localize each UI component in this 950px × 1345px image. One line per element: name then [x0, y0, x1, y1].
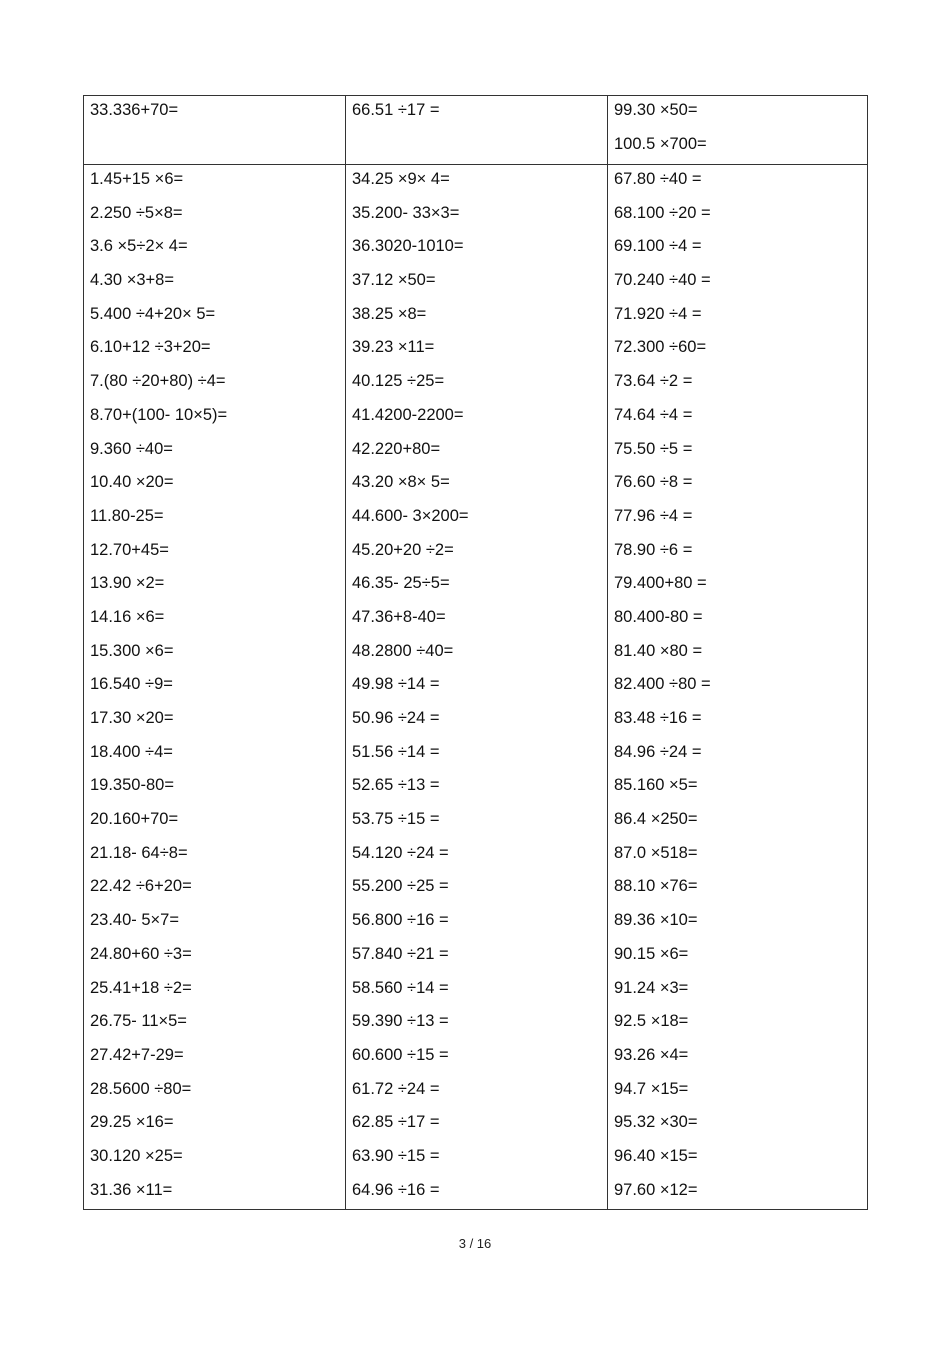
- exercise-table: [83, 95, 868, 1210]
- problem: 26.75- 11×5=: [90, 1012, 187, 1031]
- problem: 59.390 ÷13 =: [352, 1012, 449, 1031]
- page-number: 3 / 16: [458, 1236, 492, 1251]
- problem: 71.920 ÷4 =: [614, 304, 702, 323]
- problem: 36.3020-1010=: [352, 237, 464, 256]
- problem: 89.36 ×10=: [614, 911, 698, 930]
- problem: 42.220+80=: [352, 439, 441, 458]
- problem: 91.24 ×3=: [614, 978, 689, 997]
- problem: 50.96 ÷24 =: [352, 709, 440, 727]
- problem: 100.5 ×700=: [614, 135, 707, 153]
- problem-column-2: [346, 165, 608, 1210]
- problem: 23.40- 5×7=: [90, 911, 179, 930]
- problem: 15.300 ×6=: [90, 641, 174, 660]
- problem: 45.20+20 ÷2=: [352, 540, 454, 559]
- problem: 80.400-80 =: [614, 607, 703, 626]
- problem-column-3: [608, 165, 868, 1210]
- problem: 99.30 ×50=: [614, 101, 698, 119]
- problem: 73.64 ÷2 =: [614, 372, 693, 391]
- problem: 7.(80 ÷20+80) ÷4=: [90, 372, 226, 391]
- problem: 16.540 ÷9=: [90, 675, 173, 694]
- table-cell: [346, 96, 608, 165]
- problem: 86.4 ×250=: [614, 810, 698, 829]
- problem: 66.51 ÷17 =: [352, 101, 440, 119]
- problem: 78.90 ÷6 =: [614, 540, 693, 559]
- problem: 54.120 ÷24 =: [352, 843, 449, 862]
- problem: 85.160 ×5=: [614, 776, 698, 795]
- problem: 84.96 ÷24 =: [614, 742, 702, 761]
- problem: 90.15 ×6=: [614, 944, 689, 963]
- problem: 72.300 ÷60=: [614, 338, 707, 357]
- problem: 82.400 ÷80 =: [614, 675, 711, 694]
- table-cell: [608, 96, 868, 165]
- problem: 24.80+60 ÷3=: [90, 944, 192, 963]
- problem: 94.7 ×15=: [614, 1079, 689, 1098]
- problem: 47.36+8-40=: [352, 607, 446, 626]
- problem: 22.42 ÷6+20=: [90, 877, 192, 896]
- problem: 19.350-80=: [90, 776, 174, 795]
- problem: 41.4200-2200=: [352, 405, 464, 424]
- problem: 1.45+15 ×6=: [90, 170, 184, 188]
- problem: 74.64 ÷4 =: [614, 405, 693, 424]
- problem: 40.125 ÷25=: [352, 372, 445, 391]
- problem: 46.35- 25÷5=: [352, 574, 450, 593]
- problem: 93.26 ×4=: [614, 1045, 689, 1064]
- problem: 4.30 ×3+8=: [90, 271, 174, 290]
- problem: 87.0 ×518=: [614, 843, 698, 862]
- problem: 44.600- 3×200=: [352, 506, 469, 525]
- problem: 12.70+45=: [90, 540, 169, 559]
- problem: 39.23 ×11=: [352, 338, 435, 357]
- problem: 76.60 ÷8 =: [614, 473, 693, 492]
- problem: 10.40 ×20=: [90, 473, 174, 492]
- table-cell: [84, 96, 346, 165]
- problem: 13.90 ×2=: [90, 574, 165, 593]
- problem: 83.48 ÷16 =: [614, 709, 702, 727]
- problem: 43.20 ×8× 5=: [352, 473, 450, 492]
- problem: 95.32 ×30=: [614, 1113, 698, 1132]
- problem: 70.240 ÷40 =: [614, 271, 711, 290]
- problem: 68.100 ÷20 =: [614, 203, 711, 222]
- problem: 88.10 ×76=: [614, 877, 698, 896]
- problem: 96.40 ×15=: [614, 1146, 698, 1165]
- problem: 56.800 ÷16 =: [352, 911, 449, 930]
- problem: 52.65 ÷13 =: [352, 776, 440, 795]
- problem: 31.36 ×11=: [90, 1180, 173, 1199]
- problem: 48.2800 ÷40=: [352, 641, 454, 660]
- problem: 29.25 ×16=: [90, 1113, 174, 1132]
- problem: 49.98 ÷14 =: [352, 675, 440, 694]
- problem: 20.160+70=: [90, 810, 179, 829]
- problem: 34.25 ×9× 4=: [352, 170, 450, 188]
- problem: 30.120 ×25=: [90, 1146, 183, 1165]
- problem: 77.96 ÷4 =: [614, 506, 693, 525]
- problem: 25.41+18 ÷2=: [90, 978, 192, 997]
- problem: 51.56 ÷14 =: [352, 742, 440, 761]
- problem: 28.5600 ÷80=: [90, 1079, 192, 1098]
- problem: 27.42+7-29=: [90, 1045, 184, 1064]
- problem: 3.6 ×5÷2× 4=: [90, 237, 188, 256]
- problem: 11.80-25=: [90, 506, 164, 525]
- problem: 9.360 ÷40=: [90, 439, 173, 458]
- problem: 69.100 ÷4 =: [614, 237, 702, 256]
- problem: 60.600 ÷15 =: [352, 1045, 449, 1064]
- problem: 17.30 ×20=: [90, 709, 174, 727]
- problem: 63.90 ÷15 =: [352, 1146, 440, 1165]
- problem: 14.16 ×6=: [90, 607, 165, 626]
- problem: 5.400 ÷4+20× 5=: [90, 304, 216, 323]
- problem: 37.12 ×50=: [352, 271, 436, 290]
- problem: 97.60 ×12=: [614, 1180, 698, 1199]
- problem: 21.18- 64÷8=: [90, 843, 188, 862]
- problem: 33.336+70=: [90, 101, 179, 119]
- problem: 64.96 ÷16 =: [352, 1180, 440, 1199]
- problem: 35.200- 33×3=: [352, 203, 460, 222]
- problem: 61.72 ÷24 =: [352, 1079, 440, 1098]
- table-row-main: [84, 165, 868, 1210]
- problem: 53.75 ÷15 =: [352, 810, 440, 829]
- problem: 8.70+(100- 10×5)=: [90, 405, 228, 424]
- problem-column-1: [84, 165, 346, 1210]
- problem: 38.25 ×8=: [352, 304, 427, 323]
- problem: 81.40 ×80 =: [614, 641, 703, 660]
- problem: 92.5 ×18=: [614, 1012, 689, 1031]
- problem: 57.840 ÷21 =: [352, 944, 449, 963]
- problem: 75.50 ÷5 =: [614, 439, 693, 458]
- problem: 18.400 ÷4=: [90, 742, 173, 761]
- problem: 55.200 ÷25 =: [352, 877, 449, 896]
- problem: 2.250 ÷5×8=: [90, 203, 183, 222]
- problem: 62.85 ÷17 =: [352, 1113, 440, 1132]
- table-row-top: [84, 96, 868, 165]
- problem: 58.560 ÷14 =: [352, 978, 449, 997]
- problem: 79.400+80 =: [614, 574, 707, 593]
- problem: 6.10+12 ÷3+20=: [90, 338, 211, 357]
- problem: 67.80 ÷40 =: [614, 170, 702, 188]
